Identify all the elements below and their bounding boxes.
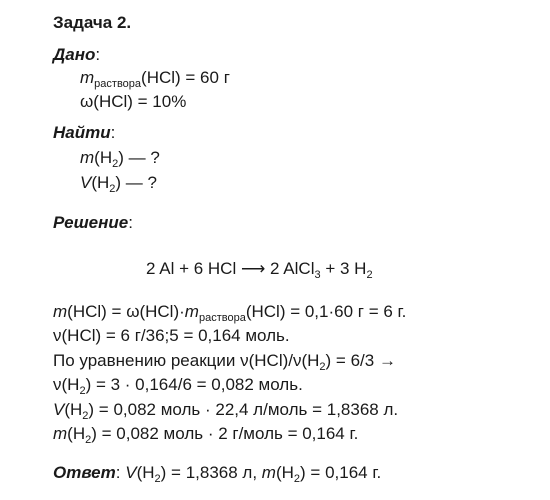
line4-sub: 2 xyxy=(79,385,86,397)
answer-line xyxy=(53,462,381,484)
line6-part-a: (H xyxy=(67,424,86,443)
line4-part-b: ) = 3 · 0,164/6 = 0,082 моль. xyxy=(85,375,303,394)
answer-part-b: ) = 1,8368 л, xyxy=(160,463,262,482)
reaction-part-1: 2 Al + 6 HCl ⟶ 2 AlCl xyxy=(146,259,315,278)
given-heading xyxy=(53,44,100,66)
solution-heading xyxy=(53,212,133,234)
given-symbol-m: m xyxy=(80,68,95,87)
solution-heading-text: Решение xyxy=(53,213,129,232)
given-symbol-omega: ω xyxy=(80,92,94,111)
solution-line-2: ν(HCl) = 6 г/36;5 = 0,164 моль. xyxy=(53,326,290,345)
answer-sub-2: 2 xyxy=(293,473,301,485)
line5-symbol-v: V xyxy=(53,400,65,419)
solution-line-3 xyxy=(53,350,396,372)
answer-heading-text: Ответ xyxy=(53,463,116,482)
line3-part-b: ) = 6/3 → xyxy=(325,351,396,370)
given-fraction-value: (HCl) = 10% xyxy=(93,92,187,111)
line3-sub: 2 xyxy=(319,361,326,373)
given-line-fraction xyxy=(80,91,186,113)
line3-part-a: По уравнению реакции ν(HCl)/ν(H xyxy=(53,351,320,370)
reaction-equation xyxy=(146,258,373,280)
given-heading-text: Дано xyxy=(53,45,96,64)
solution-line-5 xyxy=(53,399,398,421)
line5-sub: 2 xyxy=(82,410,89,422)
line6-symbol-m: m xyxy=(53,424,68,443)
answer-part-d: ) = 0,164 г. xyxy=(300,463,382,482)
reaction-sub-2: 2 xyxy=(366,269,373,281)
find-volume-rest: ) — ? xyxy=(115,173,157,192)
find-volume-open: (H xyxy=(91,173,110,192)
problem-title: Задача 2. xyxy=(53,13,132,32)
line5-part-b: ) = 0,082 моль · 22,4 л/моль = 1,8368 л. xyxy=(88,400,399,419)
find-line-volume xyxy=(80,172,157,194)
given-mass-value: (HCl) = 60 г xyxy=(141,68,230,87)
line1-symbol-m: m xyxy=(53,302,68,321)
answer-part-c: (H xyxy=(275,463,294,482)
line5-part-a: (H xyxy=(64,400,83,419)
answer-part-a: (H xyxy=(136,463,155,482)
find-line-mass xyxy=(80,147,160,169)
line1-symbol-m2: m xyxy=(184,302,199,321)
line1-sub-solution: раствора xyxy=(198,312,246,324)
line6-sub: 2 xyxy=(85,434,92,446)
answer-symbol-v: V xyxy=(125,463,137,482)
solution-heading-colon: : xyxy=(128,213,133,232)
find-volume-sub: 2 xyxy=(109,183,116,195)
find-symbol-m: m xyxy=(80,148,95,167)
find-heading xyxy=(53,122,115,144)
line6-part-b: ) = 0,082 моль · 2 г/моль = 0,164 г. xyxy=(91,424,359,443)
find-symbol-v: V xyxy=(80,173,92,192)
answer-symbol-m: m xyxy=(261,463,276,482)
given-sub-solution: раствора xyxy=(94,78,142,90)
reaction-part-2: + 3 H xyxy=(320,259,367,278)
line1-part-b: (HCl) = 0,1·60 г = 6 г. xyxy=(245,302,407,321)
given-heading-colon: : xyxy=(95,45,101,64)
solution-line-4 xyxy=(53,374,303,396)
line4-part-a: ν(H xyxy=(53,375,80,394)
find-heading-text: Найти xyxy=(53,123,111,142)
find-mass-rest: ) — ? xyxy=(118,148,160,167)
find-heading-colon: : xyxy=(110,123,116,142)
answer-sub-1: 2 xyxy=(154,473,161,485)
find-mass-sub: 2 xyxy=(112,158,119,170)
find-mass-open: (H xyxy=(94,148,113,167)
solution-line-6 xyxy=(53,423,358,445)
line1-part-a: (HCl) = ω(HCl)· xyxy=(67,302,185,321)
answer-heading-colon: : xyxy=(115,463,121,482)
reaction-sub-1: 3 xyxy=(314,269,321,281)
